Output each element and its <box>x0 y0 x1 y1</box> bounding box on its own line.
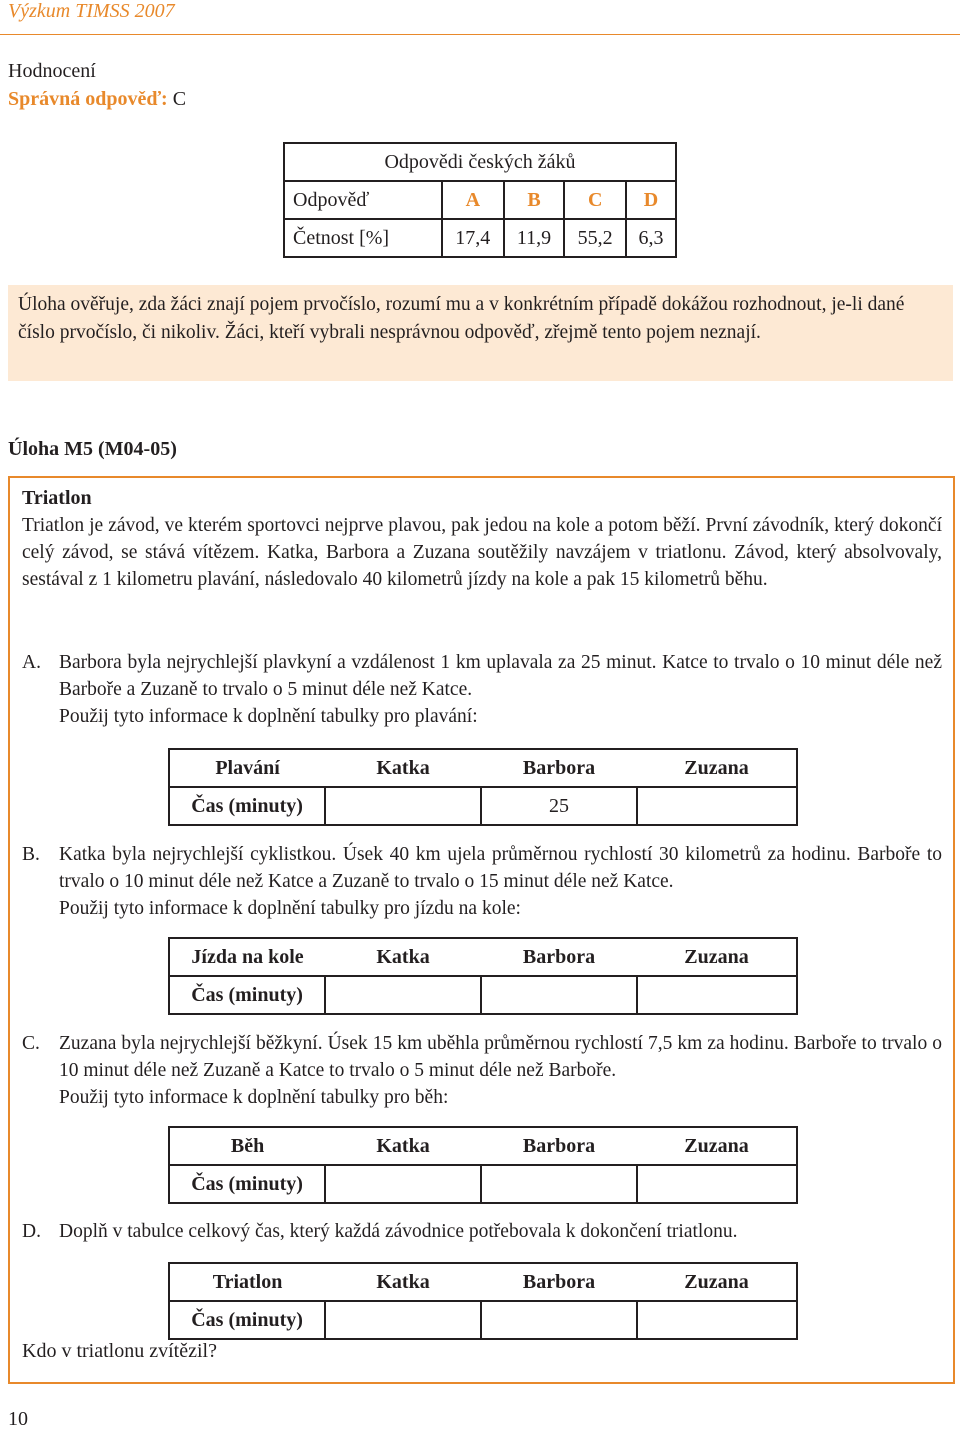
commentary-text: Úloha ověřuje, zda žáci znají pojem prvočíslo, rozumí mu a v konkrétním případě dokážou rozhodnout, je-li dané číslo prvočíslo, či nikoliv. Žáci, kteří vybrali nesprávnou odpověď, zřejmě tento pojem neznají. <box>18 294 905 343</box>
part-text: Barbora byla nejrychlejší plavkyní a vzdálenost 1 km uplavala za 25 minut. Katce to trvalo o 10 minut déle než Barboře a Zuzaně to trvalo o 5 minut déle než Katce. <box>59 652 942 700</box>
time-cell <box>325 787 481 825</box>
page-number: 10 <box>8 1408 28 1430</box>
time-cell <box>637 787 797 825</box>
frequency-value: 55,2 <box>564 219 626 257</box>
part-letter: D. <box>22 1221 41 1242</box>
part-a <box>22 649 942 730</box>
answer-letter: B <box>504 181 565 219</box>
commentary-box <box>8 285 953 381</box>
time-cell <box>637 1301 797 1339</box>
task-intro-block <box>22 484 942 593</box>
part-instruction: Použij tyto informace k doplnění tabulky pro jízdu na kole: <box>59 898 521 919</box>
evaluation-heading: Hodnocení <box>8 60 96 82</box>
running-header: Výzkum TIMSS 2007 <box>8 0 175 22</box>
part-letter: B. <box>22 844 40 865</box>
part-instruction: Použij tyto informace k doplnění tabulky pro plavání: <box>59 706 478 727</box>
table-head-cell: Katka <box>325 938 481 976</box>
task-frame <box>8 476 955 1384</box>
cycling-table <box>168 937 798 1015</box>
swimming-table <box>168 748 798 826</box>
time-cell <box>325 976 481 1014</box>
table-head-cell: Plavání <box>169 749 325 787</box>
triathlon-total-table <box>168 1262 798 1340</box>
task-intro: Triatlon je závod, ve kterém sportovci nejprve plavou, pak jedou na kole a potom běží. První závodník, který dokončí celý závod, se stává vítězem. Katka, Barbora a Zuzana soutěžily navzájem v triatlonu. Závod, který absolvovaly, sestával z 1 kilometru plavání, následovalo 40 kilometrů jízdy na kole a pak 15 kilometrů běhu. <box>22 515 942 590</box>
part-text: Katka byla nejrychlejší cyklistkou. Úsek 40 km ujela průměrnou rychlostí 30 kilometrů za hodinu. Barboře to trvalo o 10 minut déle než Katce a Zuzaně to trvalo o 15 minut déle než Katce. <box>59 844 942 892</box>
frequency-value: 11,9 <box>504 219 565 257</box>
table-head-cell: Barbora <box>481 749 637 787</box>
frequency-value: 6,3 <box>626 219 676 257</box>
answer-table-caption: Odpovědi českých žáků <box>284 143 676 181</box>
time-cell: 25 <box>481 787 637 825</box>
time-row-label: Čas (minuty) <box>169 976 325 1014</box>
running-table <box>168 1126 798 1204</box>
time-row-label: Čas (minuty) <box>169 1301 325 1339</box>
answer-letter: A <box>442 181 504 219</box>
table-head-cell: Barbora <box>481 1263 637 1301</box>
table-head-cell: Běh <box>169 1127 325 1165</box>
time-cell <box>637 1165 797 1203</box>
correct-answer-label: Správná odpověď: <box>8 88 168 110</box>
table-head-cell: Katka <box>325 1263 481 1301</box>
frequency-row-label: Četnost [%] <box>284 219 442 257</box>
table-head-cell: Barbora <box>481 938 637 976</box>
table-head-cell: Zuzana <box>637 749 797 787</box>
correct-answer-line <box>8 88 186 111</box>
time-cell <box>325 1301 481 1339</box>
header-rule <box>0 34 960 35</box>
time-cell <box>481 1165 637 1203</box>
table-head-cell: Zuzana <box>637 1263 797 1301</box>
table-head-cell: Jízda na kole <box>169 938 325 976</box>
table-head-cell: Katka <box>325 749 481 787</box>
table-head-cell: Katka <box>325 1127 481 1165</box>
part-text: Zuzana byla nejrychlejší běžkyní. Úsek 15 km uběhla průměrnou rychlostí 7,5 km za hodinu. Barboře to trvalo o 10 minut déle než Zuzaně a Katce to trvalo o 5 minut déle než Barboře. <box>59 1033 942 1081</box>
part-d <box>22 1218 942 1245</box>
time-row-label: Čas (minuty) <box>169 1165 325 1203</box>
part-letter: A. <box>22 652 41 673</box>
table-head-cell: Zuzana <box>637 1127 797 1165</box>
part-text: Doplň v tabulce celkový čas, který každá závodnice potřebovala k dokončení triatlonu. <box>59 1221 738 1242</box>
part-b <box>22 841 942 922</box>
answer-letter: C <box>564 181 626 219</box>
time-row-label: Čas (minuty) <box>169 787 325 825</box>
time-cell <box>481 1301 637 1339</box>
task-name: Triatlon <box>22 487 92 509</box>
part-letter: C. <box>22 1033 40 1054</box>
table-head-cell: Triatlon <box>169 1263 325 1301</box>
winner-question: Kdo v triatlonu zvítězil? <box>22 1340 217 1362</box>
answer-frequency-table <box>283 142 677 258</box>
time-cell <box>481 976 637 1014</box>
answer-row-label: Odpověď <box>284 181 442 219</box>
time-cell <box>637 976 797 1014</box>
correct-answer-value: C <box>167 88 187 110</box>
table-head-cell: Barbora <box>481 1127 637 1165</box>
time-cell <box>325 1165 481 1203</box>
frequency-value: 17,4 <box>442 219 504 257</box>
table-head-cell: Zuzana <box>637 938 797 976</box>
part-instruction: Použij tyto informace k doplnění tabulky pro běh: <box>59 1087 449 1108</box>
task-title: Úloha M5 (M04-05) <box>8 438 177 460</box>
answer-letter: D <box>626 181 676 219</box>
part-c <box>22 1030 942 1111</box>
